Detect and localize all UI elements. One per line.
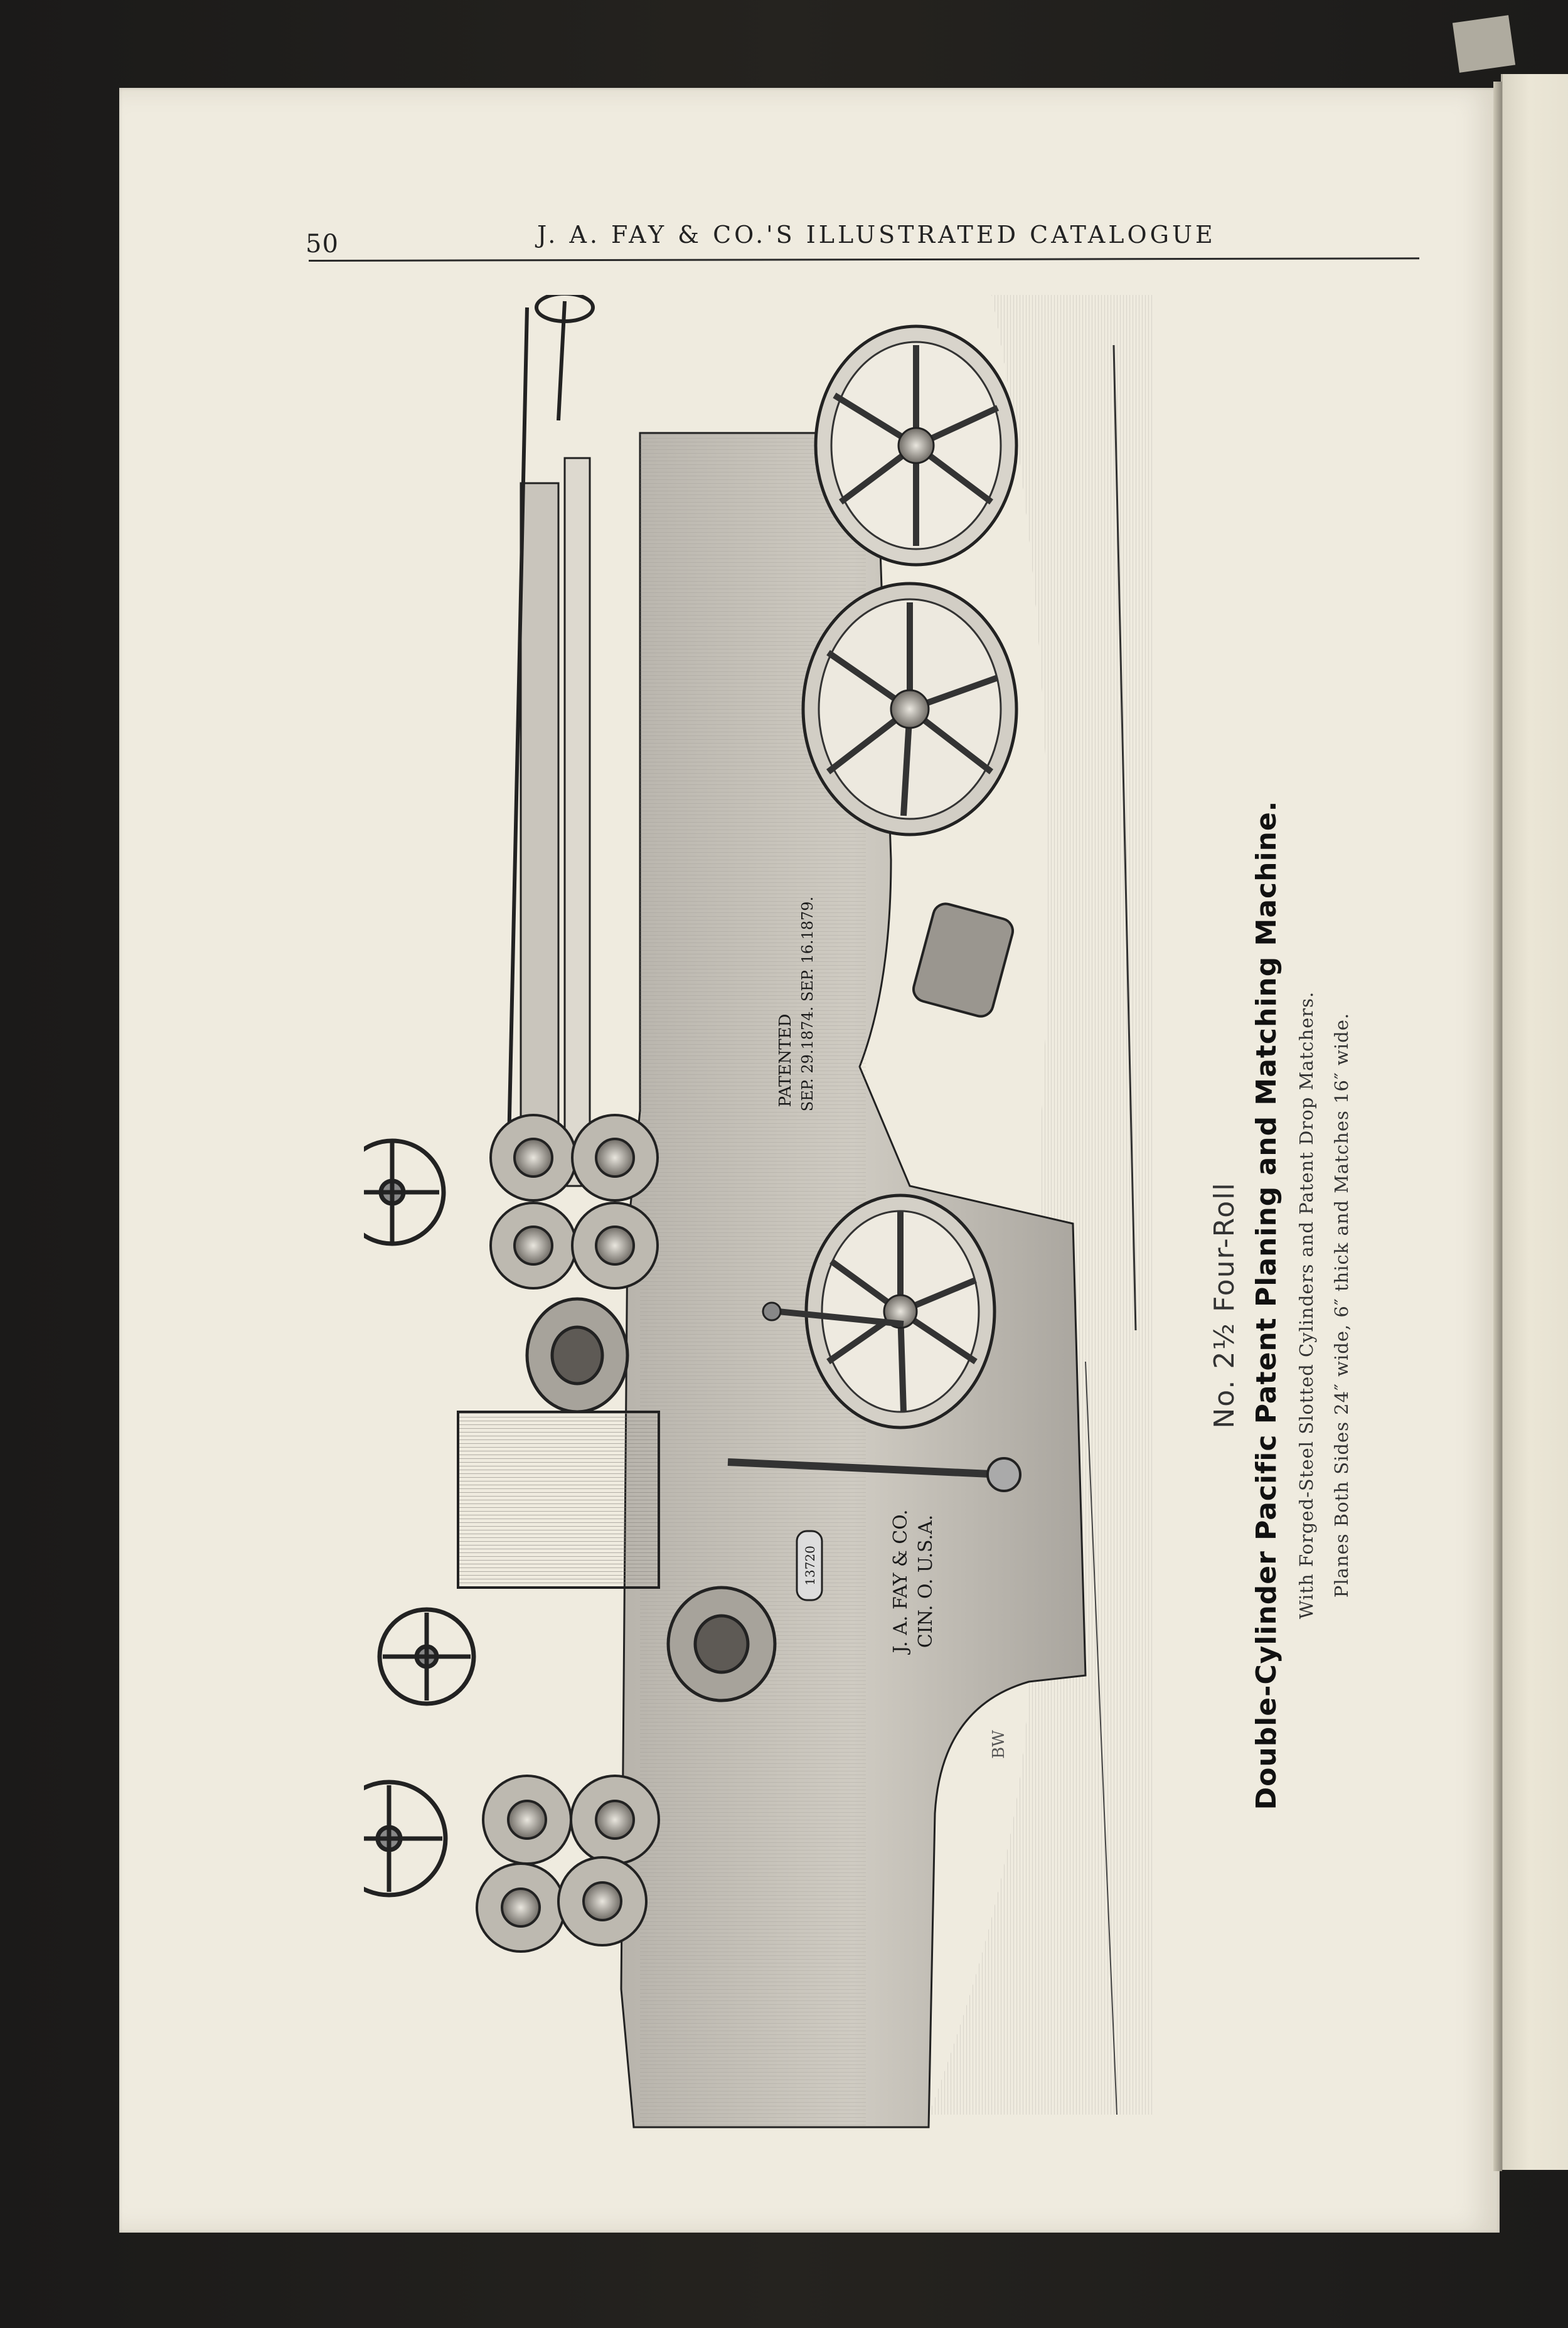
drive-pulley-middle xyxy=(803,584,1016,835)
machine-caption xyxy=(1205,772,1359,1839)
patent-marking-line1: PATENTED xyxy=(776,1013,795,1108)
caption-title: Double-Cylinder Pacific Patent Planing and Matching Machine. xyxy=(1251,800,1283,1810)
caption-line-2: Planes Both Sides 24″ wide, 6″ thick and Matches 16″ wide. xyxy=(1331,1012,1352,1598)
maker-plate-line1: J. A. FAY & CO. xyxy=(890,1509,912,1653)
caption-model: No. 2½ Four-Roll xyxy=(1208,1182,1240,1429)
page-number: 50 xyxy=(306,230,339,259)
engraver-mark: BW xyxy=(989,1730,1008,1759)
maker-plate-line2: CIN. O. U.S.A. xyxy=(915,1514,937,1648)
matcher-heads xyxy=(458,1412,659,1588)
caption-line-1: With Forged-Steel Slotted Cylinders and Patent Drop Matchers. xyxy=(1296,991,1317,1620)
facing-page-edge xyxy=(1501,74,1568,2170)
belt-guard-block xyxy=(911,901,1016,1019)
patent-marking-line2: SEP. 29.1874. SEP. 16.1879. xyxy=(799,896,816,1112)
planing-machine-engraving xyxy=(364,295,1198,2165)
page-corner xyxy=(1453,15,1515,73)
page-gutter-shadow xyxy=(1493,82,1502,2171)
serial-plate: 13720 xyxy=(803,1546,818,1586)
running-title: J. A. FAY & CO.'S ILLUSTRATED CATALOGUE xyxy=(537,221,1216,248)
drive-pulley-top xyxy=(816,326,1016,565)
